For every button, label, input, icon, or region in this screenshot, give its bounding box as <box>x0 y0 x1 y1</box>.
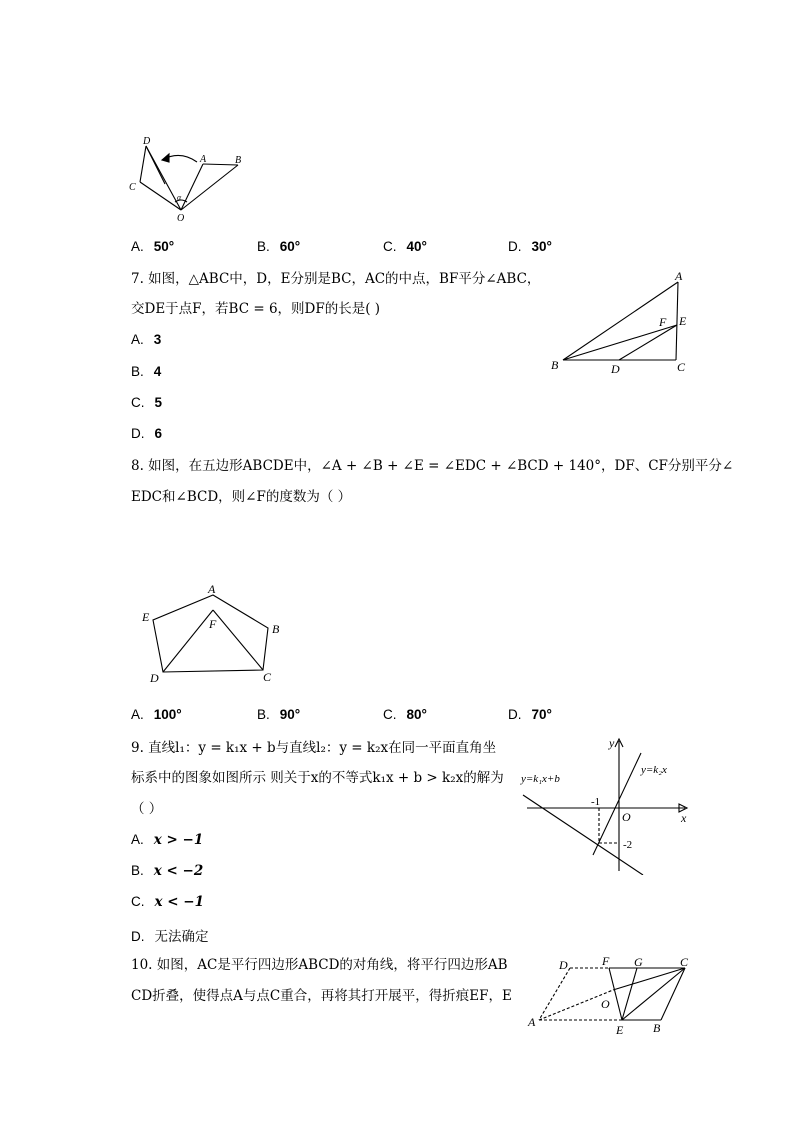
q8-label-D: D <box>150 671 159 685</box>
option-letter: A. <box>131 707 144 722</box>
option-value: x < −1 <box>154 894 204 910</box>
q6-seg-AB <box>203 164 238 165</box>
q8-option-d[interactable] <box>508 707 552 723</box>
q8-option-c[interactable] <box>383 707 427 723</box>
q6-seg-BO <box>181 165 238 210</box>
q9-label-l2: y=k₂x <box>641 764 667 776</box>
option-value: 无法确定 <box>154 929 209 945</box>
option-letter: D. <box>131 929 145 944</box>
option-value: 100° <box>153 707 182 722</box>
q10-label-F: F <box>602 954 610 968</box>
q6-option-b[interactable] <box>257 239 300 255</box>
q10-seg-CB <box>661 968 685 1020</box>
q8-label-E: E <box>142 610 150 624</box>
q6-label-alpha: α <box>177 193 182 202</box>
q7-option-b[interactable] <box>131 364 161 380</box>
q10-stem-line2: CD折叠，使得点A与点C重合，再将其打开展平，得折痕EF，E <box>131 988 512 1004</box>
option-value: 30° <box>531 239 552 254</box>
q9-label-x: x <box>681 811 687 825</box>
q8-label-A: A <box>208 582 216 596</box>
q7-stem-line2: 交DE于点F，若BC = 6，则DF的长是( ) <box>131 301 381 317</box>
q9-figure <box>515 733 695 875</box>
option-letter: C. <box>131 894 145 909</box>
option-value: 50° <box>153 239 175 254</box>
option-letter: A. <box>131 832 144 847</box>
q9-line-l1 <box>523 795 643 875</box>
q7-figure <box>545 265 695 380</box>
option-value: 90° <box>279 707 301 722</box>
option-letter: C. <box>383 239 397 254</box>
q9-option-c[interactable] <box>131 894 204 910</box>
q8-label-F: F <box>209 617 217 631</box>
option-value: 80° <box>406 707 427 722</box>
q6-label-C: C <box>129 182 136 193</box>
q10-label-D: D <box>559 958 568 972</box>
q9-stem-line3: （ ） <box>131 801 163 817</box>
option-letter: B. <box>131 863 144 878</box>
option-value: x > −1 <box>153 832 204 848</box>
q7-label-C: C <box>677 360 686 374</box>
q10-seg-OC <box>613 968 685 990</box>
option-value: 4 <box>153 364 162 379</box>
q7-stem-line1: 7. 如图，△ABC中，D，E分别是BC，AC的中点，BF平分∠ABC， <box>131 271 541 287</box>
q9-label-l1: y=k₁x+b <box>521 773 560 785</box>
option-value: 40° <box>406 239 427 254</box>
q7-label-E: E <box>679 314 687 328</box>
q9-option-a[interactable] <box>131 832 203 848</box>
q10-label-E: E <box>616 1023 624 1037</box>
q8-label-C: C <box>263 670 272 684</box>
q7-label-B: B <box>551 358 559 372</box>
option-letter: D. <box>508 239 522 254</box>
option-letter: B. <box>131 364 144 379</box>
q7-seg-AC <box>676 282 678 360</box>
option-value: 6 <box>154 426 163 441</box>
q9-label-neg2: -2 <box>623 839 633 851</box>
q7-label-F: F <box>659 315 667 329</box>
q6-option-c[interactable] <box>383 239 427 255</box>
q6-label-A: A <box>200 154 207 165</box>
q10-figure <box>525 952 700 1040</box>
q6-label-O: O <box>177 213 185 224</box>
q7-option-a[interactable] <box>131 332 161 348</box>
option-letter: D. <box>131 426 145 441</box>
q9-label-O: O <box>622 810 631 824</box>
option-letter: C. <box>131 395 145 410</box>
q10-label-G: G <box>634 955 643 969</box>
q8-stem-line1: 8. 如图，在五边形ABCDE中，∠A + ∠B + ∠E = ∠EDC + ∠BCD + 140°，DF、CF分别平分∠ <box>131 458 734 474</box>
q6-option-a[interactable] <box>131 239 174 255</box>
q8-stem-line2: EDC和∠BCD，则∠F的度数为（ ） <box>131 489 352 505</box>
q8-pentagon <box>153 595 268 672</box>
q8-figure <box>138 580 288 688</box>
option-value: 3 <box>153 332 162 347</box>
option-letter: D. <box>508 707 522 722</box>
q7-option-d[interactable] <box>131 426 162 442</box>
q7-label-A: A <box>675 269 683 283</box>
q6-label-D: D <box>143 136 151 147</box>
q10-label-C: C <box>680 955 689 969</box>
option-value: 70° <box>531 707 552 722</box>
q6-seg-OA <box>181 164 203 210</box>
option-value: x < −2 <box>153 863 204 879</box>
q7-seg-BF <box>563 325 677 360</box>
q10-label-A: A <box>528 1015 536 1029</box>
option-value: 60° <box>279 239 301 254</box>
q10-dash-DA <box>539 968 570 1020</box>
option-letter: A. <box>131 332 144 347</box>
q9-stem-line2: 标系中的图象如图所示 则关于x的不等式k₁x + b > k₂x的解为 <box>131 770 504 786</box>
q6-seg-CO <box>140 182 181 210</box>
q9-option-b[interactable] <box>131 863 203 879</box>
q7-label-D: D <box>611 362 620 376</box>
q10-label-B: B <box>653 1021 661 1035</box>
q10-seg-GE <box>622 968 637 1020</box>
q6-figure <box>125 132 255 224</box>
q9-label-y: y <box>609 736 615 750</box>
q7-seg-DE <box>619 325 677 360</box>
q9-label-neg1: -1 <box>591 796 601 808</box>
q9-line-l2 <box>593 753 641 855</box>
q8-seg-DF <box>163 610 213 672</box>
q10-seg-FE <box>609 968 622 1020</box>
q8-seg-FC <box>213 610 263 670</box>
option-letter: C. <box>383 707 397 722</box>
q7-option-c[interactable] <box>131 395 162 411</box>
q9-option-d[interactable] <box>131 925 209 945</box>
q8-option-b[interactable] <box>257 707 300 723</box>
q10-label-O: O <box>601 997 610 1011</box>
q10-stem-line1: 10. 如图，AC是平行四边形ABCD的对角线，将平行四边形AB <box>131 957 508 973</box>
q8-option-a[interactable] <box>131 707 182 723</box>
q6-option-d[interactable] <box>508 239 552 255</box>
q6-arrow-head <box>162 154 169 162</box>
q8-label-B: B <box>272 622 280 636</box>
q9-stem-line1: 9. 直线l₁：y = k₁x + b与直线l₂：y = k₂x在同一平面直角坐 <box>131 740 497 756</box>
option-letter: A. <box>131 239 144 254</box>
option-value: 5 <box>154 395 163 410</box>
q10-seg-EC <box>622 968 685 1020</box>
q6-seg-DC <box>140 146 146 182</box>
option-letter: B. <box>257 239 270 254</box>
option-letter: B. <box>257 707 270 722</box>
q6-label-B: B <box>235 155 242 166</box>
